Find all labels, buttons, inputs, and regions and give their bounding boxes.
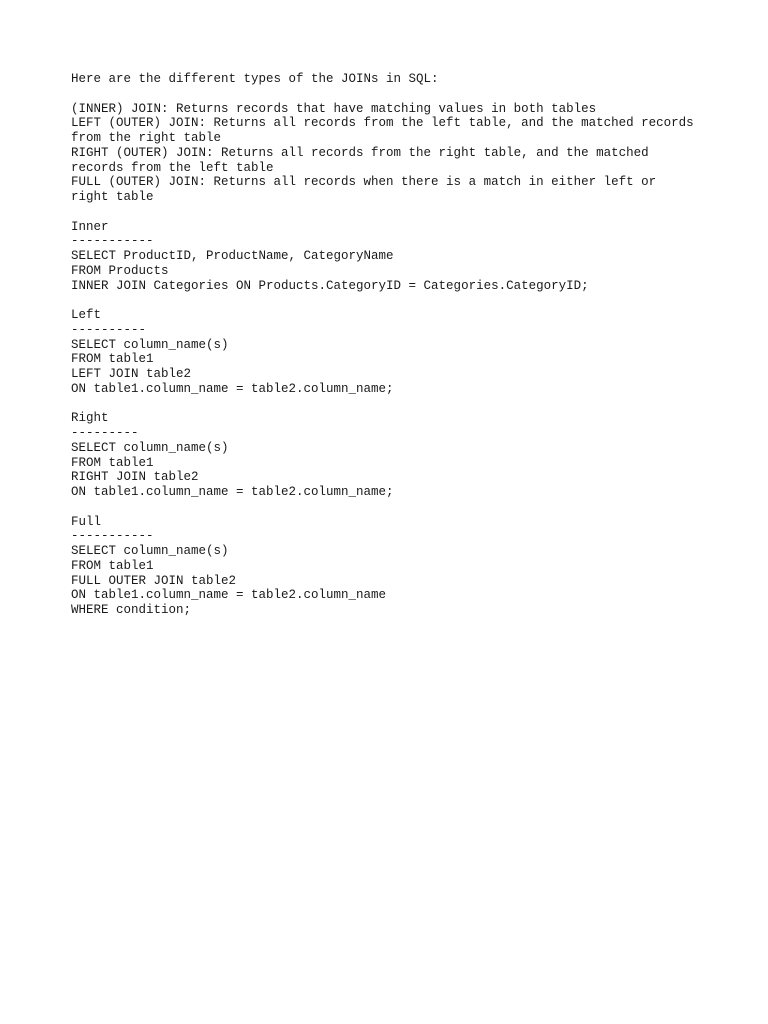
section-rule-inner: ----------- (71, 234, 154, 249)
code-line: SELECT column_name(s) (71, 337, 229, 352)
definition-right: RIGHT (OUTER) JOIN: Returns all records from the right table, and the matched (71, 145, 649, 160)
code-line: LEFT JOIN table2 (71, 367, 192, 381)
definition-left: LEFT (OUTER) JOIN: Returns all records from the left table, and the matched records (71, 116, 694, 131)
section-rule-left: ---------- (71, 322, 147, 337)
section-heading-full: Full (71, 514, 102, 529)
code-line: ON table1.column_name = table2.column_name; (71, 381, 394, 396)
blank-line (71, 397, 731, 412)
definition-full-continued: right table (71, 190, 154, 204)
intro-text: Here are the different types of the JOINs in SQL: (71, 72, 439, 86)
code-line: FROM table1 (71, 455, 154, 470)
code-line: INNER JOIN Categories ON Products.CategoryID = Categories.CategoryID; (71, 278, 589, 293)
definition-left-continued: from the right table (71, 131, 222, 145)
definition-full: FULL (OUTER) JOIN: Returns all records when there is a match in either left or (71, 175, 657, 190)
section-heading-inner: Inner (71, 219, 109, 234)
code-line: FROM Products (71, 263, 169, 278)
section-heading-left: Left (71, 308, 102, 322)
code-line: RIGHT JOIN table2 (71, 470, 199, 485)
blank-line (71, 87, 731, 102)
section-rule-right: --------- (71, 426, 139, 440)
code-line: FULL OUTER JOIN table2 (71, 573, 237, 588)
section-rule-full: ----------- (71, 529, 154, 544)
document-body (71, 72, 731, 618)
code-line: ON table1.column_name = table2.column_name; (71, 485, 394, 499)
section-heading-right: Right (71, 411, 109, 426)
code-line: SELECT column_name(s) (71, 544, 229, 558)
code-line: SELECT ProductID, ProductName, CategoryName (71, 249, 394, 263)
code-line: SELECT column_name(s) (71, 440, 229, 455)
blank-line (71, 500, 731, 515)
code-line: WHERE condition; (71, 603, 192, 617)
definition-right-continued: records from the left table (71, 160, 274, 175)
code-line: FROM table1 (71, 352, 154, 367)
blank-line (71, 293, 731, 308)
code-line: FROM table1 (71, 558, 154, 573)
definition-inner: (INNER) JOIN: Returns records that have matching values in both tables (71, 101, 597, 116)
code-line: ON table1.column_name = table2.column_name (71, 588, 387, 603)
blank-line (71, 205, 731, 220)
